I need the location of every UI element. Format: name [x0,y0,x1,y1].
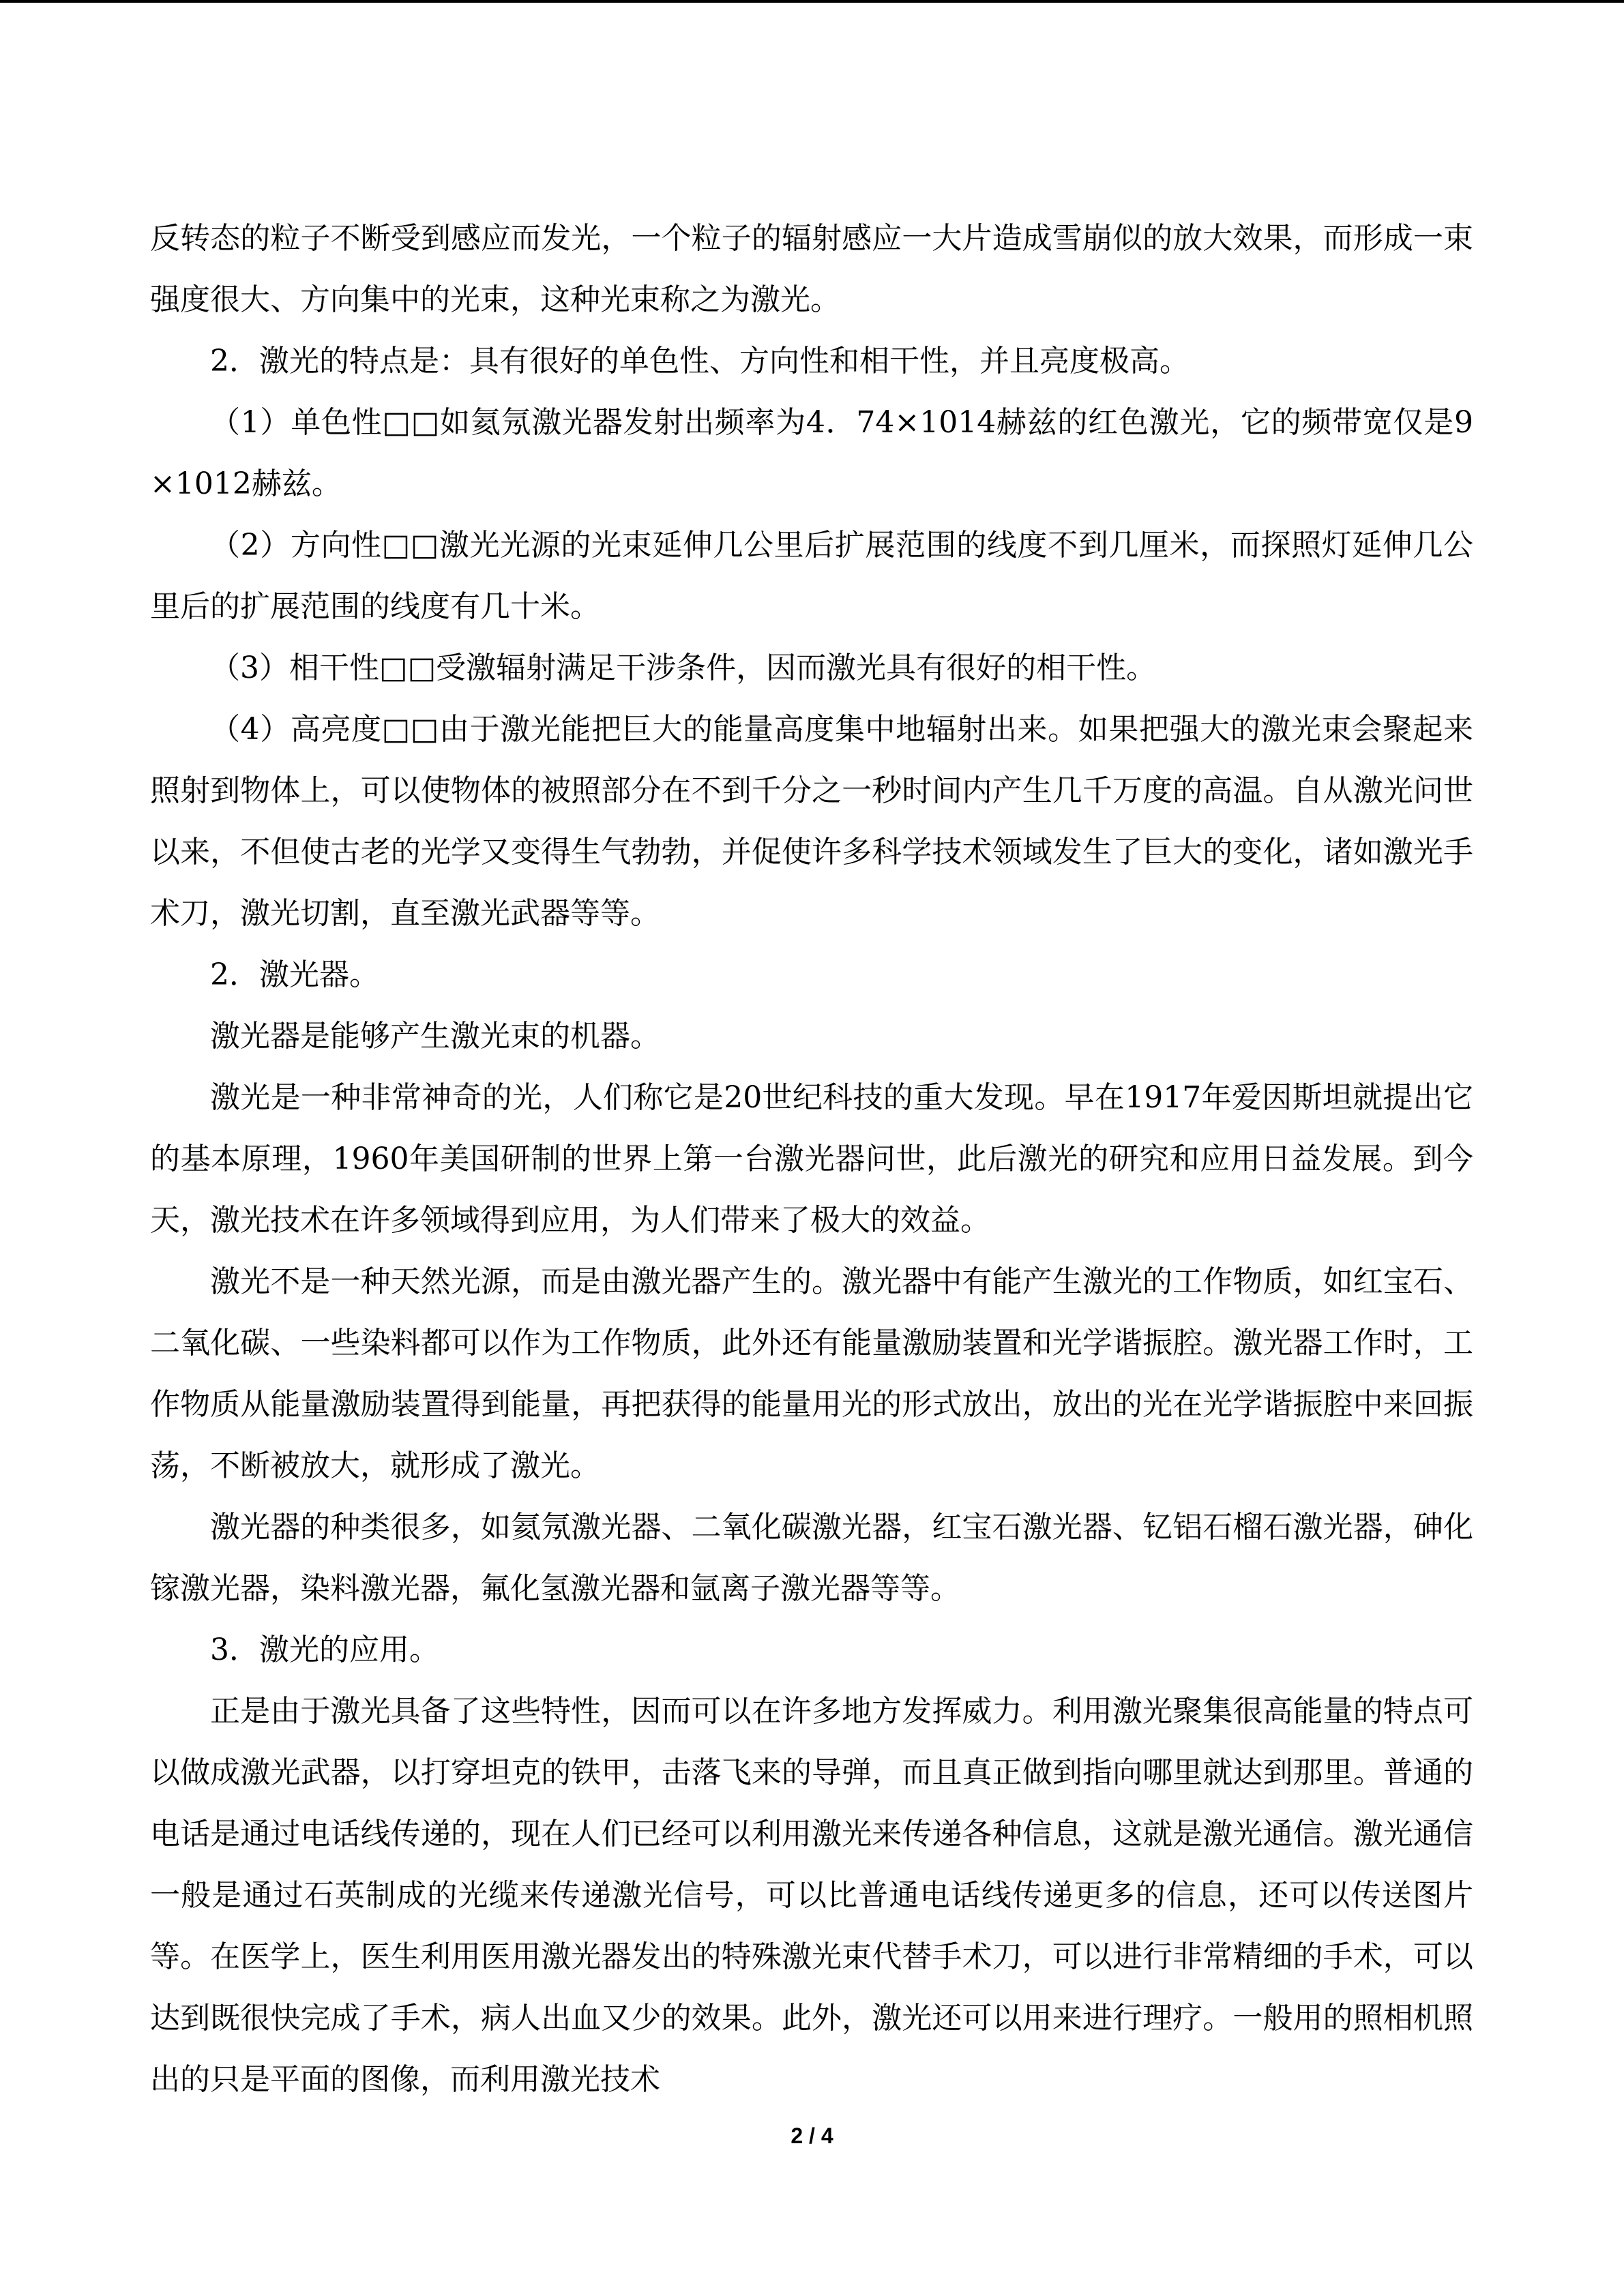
paragraph-directionality: （2）方向性□□激光光源的光束延伸几公里后扩展范围的线度不到几厘米，而探照灯延伸几公里后的扩展范围的线度有几十米。 [150,528,1473,624]
paragraph-laser-applications: 正是由于激光具备了这些特性，因而可以在许多地方发挥威力。利用激光聚集很高能量的特点可以做成激光武器，以打穿坦克的铁甲，击落飞来的导弹，而且真正做到指向哪里就达到那里。普通的电话是通过电话线传递的，现在人们已经可以利用激光来传递各种信息，这就是激光通信。激光通信一般是通过石英制成的光缆来传递激光信号，可以比普通电话线传递更多的信息，还可以传送图片等。在医学上，医生利用医用激光器发出的特殊激光束代替手术刀，可以进行非常精细的手术，可以达到既很快完成了手术，病人出血又少的效果。此外，激光还可以用来进行理疗。一般用的照相机照出的只是平面的图像，而利用激光技术 [150,1694,1473,2097]
page-number: 2 / 4 [791,2123,833,2148]
document-body [150,208,1473,2111]
paragraph-laser-definition: 反转态的粒子不断受到感应而发光，一个粒子的辐射感应一大片造成雪崩似的放大效果，而形成一束强度很大、方向集中的光束，这种光束称之为激光。 [150,221,1473,317]
paragraph-high-brightness: （4）高亮度□□由于激光能把巨大的能量高度集中地辐射出来。如果把强大的激光束会聚起来照射到物体上，可以使物体的被照部分在不到千分之一秒时间内产生几千万度的高温。自从激光问世以来，不但使古老的光学又变得生气勃勃，并促使许多科学技术领域发生了巨大的变化，诸如激光手术刀，激光切割，直至激光武器等等。 [150,712,1473,931]
paragraph-laser-features: 2．激光的特点是：具有很好的单色性、方向性和相干性，并且亮度极高。 [210,344,1190,378]
page-top-border [0,0,1624,3]
paragraph-laser-types: 激光器的种类很多，如氦氖激光器、二氧化碳激光器，红宝石激光器、钇铝石榴石激光器，砷化镓激光器，染料激光器，氟化氢激光器和氩离子激光器等等。 [150,1510,1473,1606]
section-heading-laser-applications: 3．激光的应用。 [210,1632,439,1667]
paragraph-monochromaticity: （1）单色性□□如氦氖激光器发射出频率为4．74×1014赫兹的红色激光，它的频带宽仅是9×1012赫兹。 [150,405,1473,501]
paragraph-laser-generation: 激光不是一种天然光源，而是由激光器产生的。激光器中有能产生激光的工作物质，如红宝石、二氧化碳、一些染料都可以作为工作物质，此外还有能量激励装置和光学谐振腔。激光器工作时，工作物质从能量激励装置得到能量，再把获得的能量用光的形式放出，放出的光在光学谐振腔中来回振荡，不断被放大，就形成了激光。 [150,1264,1473,1483]
paragraph-coherence: （3）相干性□□受激辐射满足干涉条件，因而激光具有很好的相干性。 [210,651,1157,685]
paragraph-laser-device-definition: 激光器是能够产生激光束的机器。 [210,1019,660,1054]
section-heading-laser-device: 2．激光器。 [210,957,379,992]
paragraph-laser-history: 激光是一种非常神奇的光，人们称它是20世纪科技的重大发现。早在1917年爱因斯坦就提出它的基本原理，1960年美国研制的世界上第一台激光器问世，此后激光的研究和应用日益发展。到今天，激光技术在许多领域得到应用，为人们带来了极大的效益。 [150,1080,1473,1238]
